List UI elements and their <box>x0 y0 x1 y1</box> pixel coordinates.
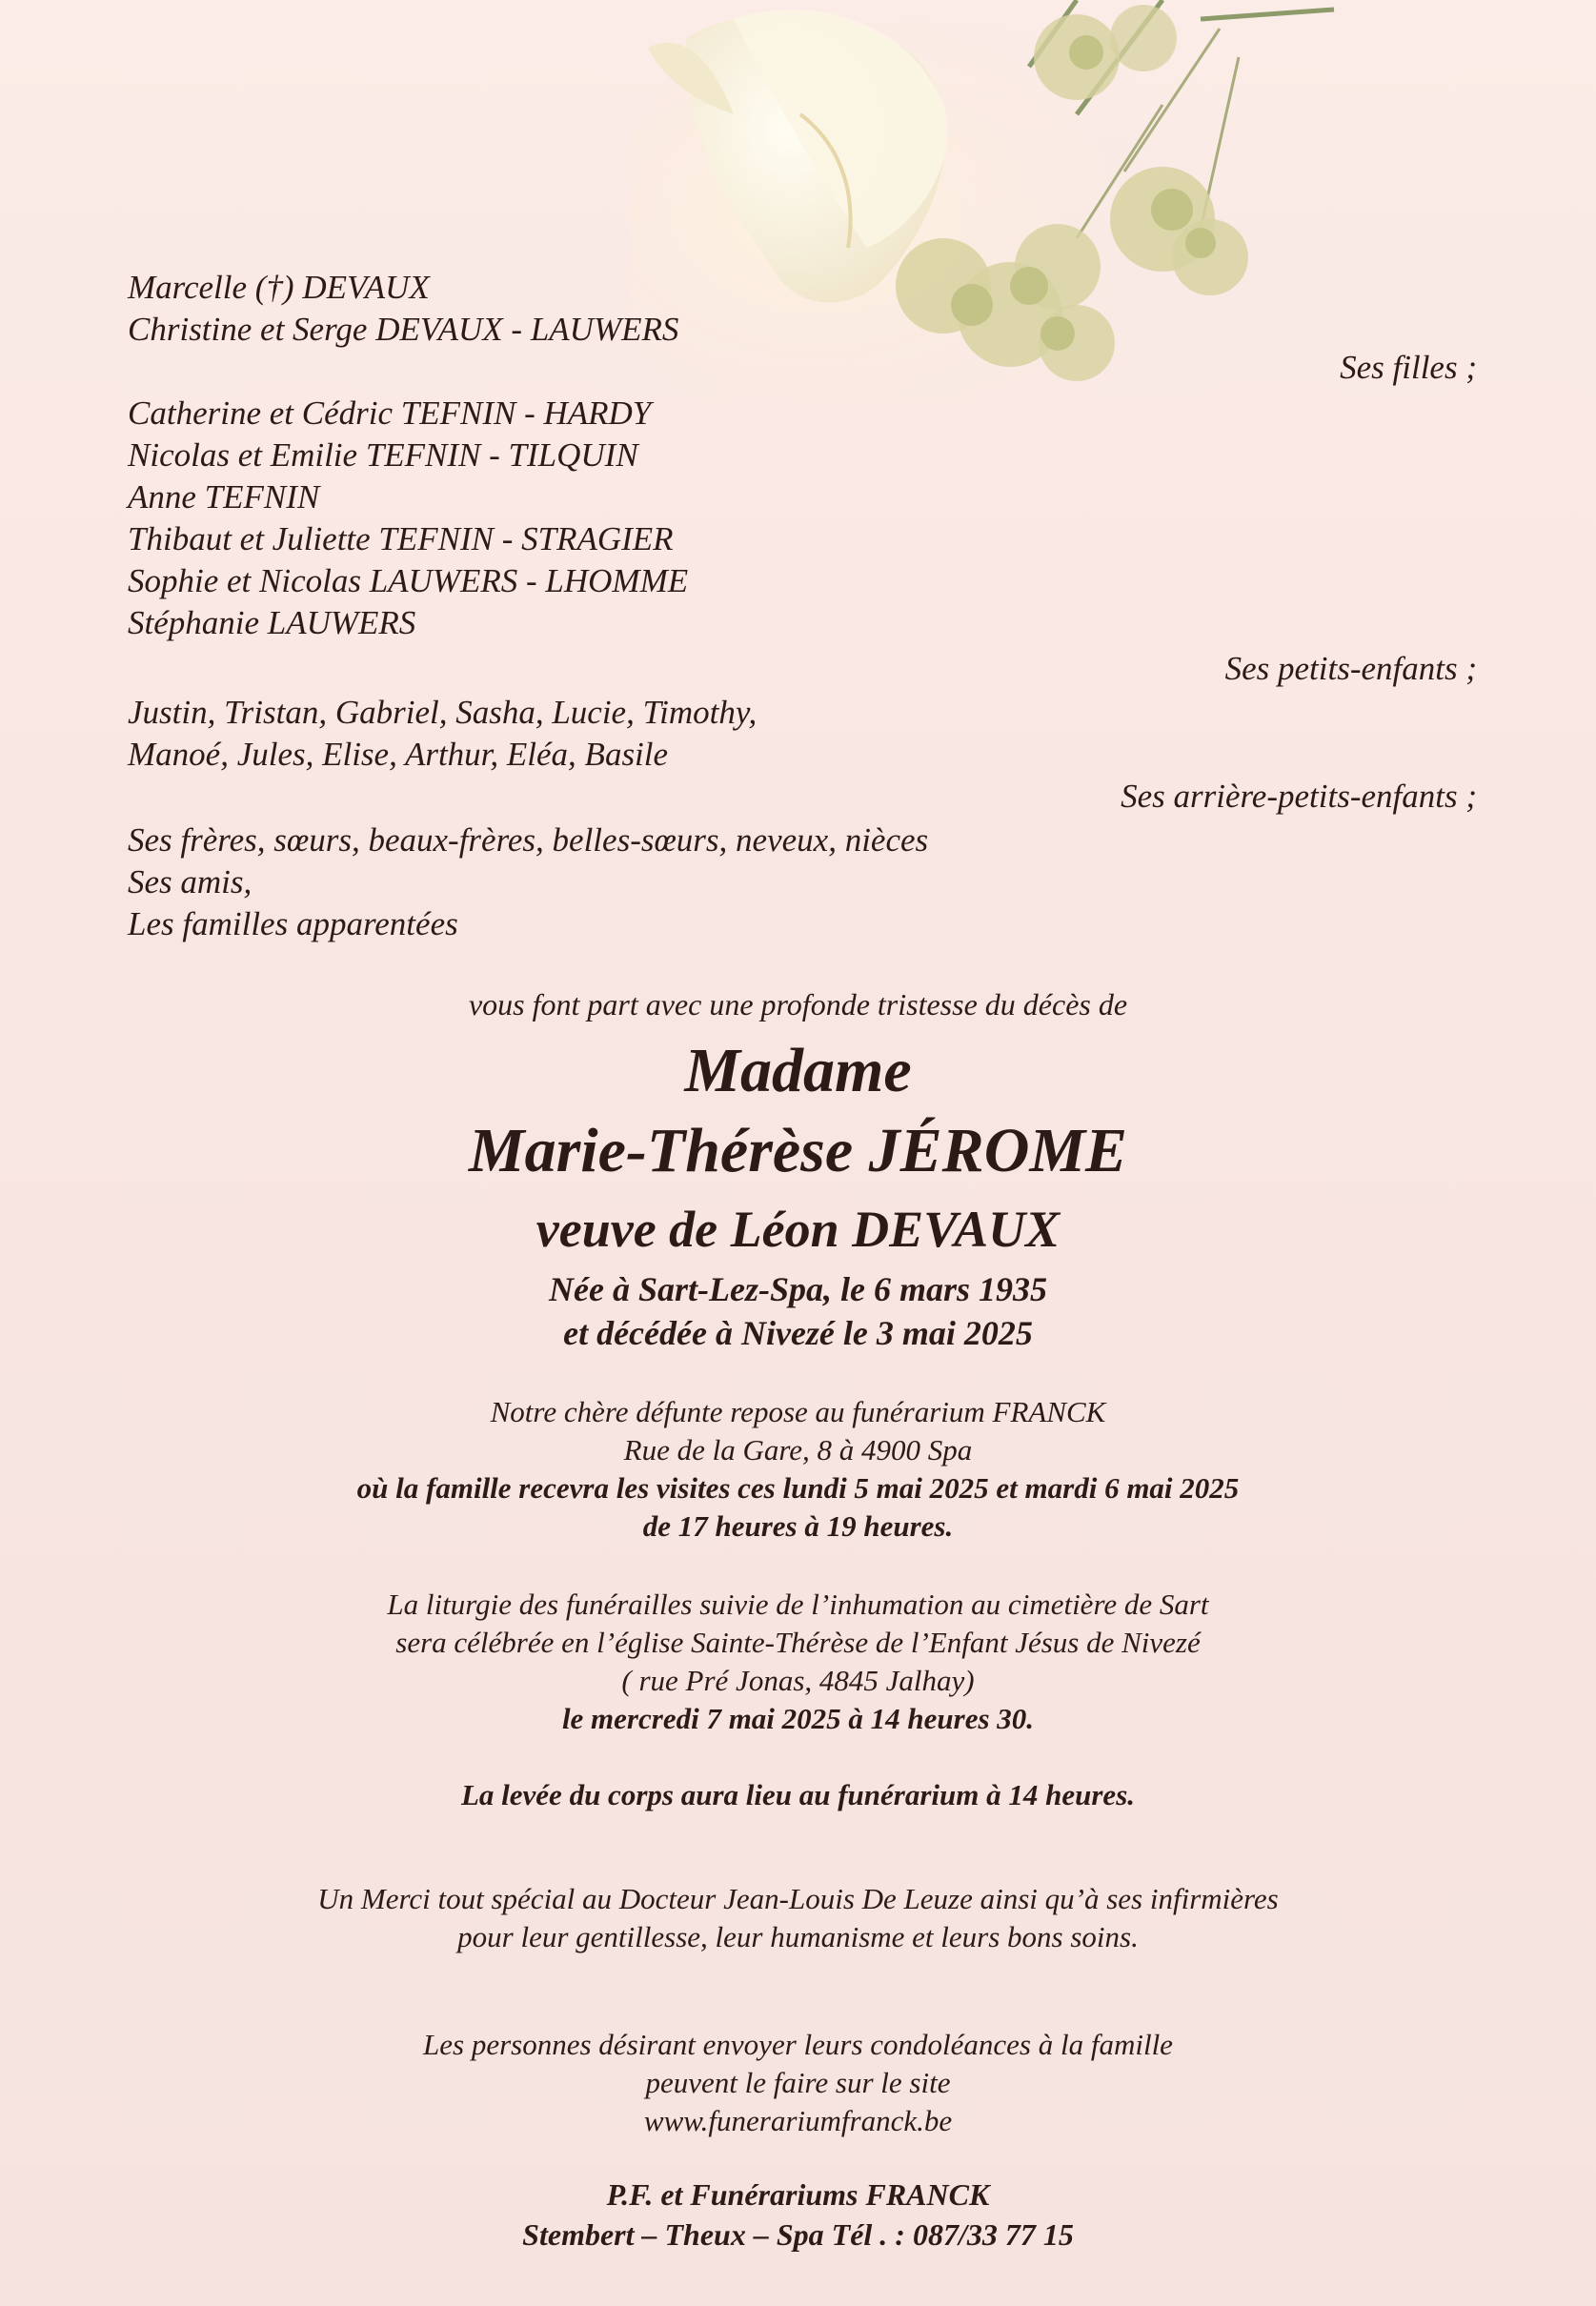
thanks-line: Un Merci tout spécial au Docteur Jean-Louis De Leuze ainsi qu’à ses infirmières <box>317 1882 1279 1915</box>
family-line: Nicolas et Emilie TEFNIN - TILQUIN <box>128 436 638 474</box>
liturgy-line: sera célébrée en l’église Sainte-Thérèse de l’Enfant Jésus de Nivezé <box>395 1626 1201 1659</box>
liturgy-line: La liturgie des funérailles suivie de l’inhumation au cimetière de Sart <box>387 1588 1209 1621</box>
family-line: Manoé, Jules, Elise, Arthur, Eléa, Basile <box>128 736 669 773</box>
family-line: Catherine et Cédric TEFNIN - HARDY <box>128 394 652 432</box>
condolences-line: Les personnes désirant envoyer leurs condoléances à la famille <box>423 2028 1173 2061</box>
great-grandchildren-role: Ses arrière-petits-enfants ; <box>1121 778 1477 815</box>
family-line: Les familles apparentées <box>128 905 458 942</box>
widow-line: veuve de Léon DEVAUX <box>535 1201 1061 1258</box>
grandchildren-role: Ses petits-enfants ; <box>1224 650 1477 687</box>
family-line: Sophie et Nicolas LAUWERS - LHOMME <box>128 562 689 599</box>
family-line: Justin, Tristan, Gabriel, Sasha, Lucie, Timothy, <box>128 694 758 731</box>
visits-line: Rue de la Gare, 8 à 4900 Spa <box>623 1433 973 1467</box>
family-line: Stéphanie LAUWERS <box>128 604 416 641</box>
daughters-list <box>128 267 678 351</box>
family-line: Thibaut et Juliette TEFNIN - STRAGIER <box>128 520 674 557</box>
grandchildren-list <box>128 393 688 644</box>
liturgy-line: le mercredi 7 mai 2025 à 14 heures 30. <box>561 1702 1035 1735</box>
family-line: Ses frères, sœurs, beaux-frères, belles-sœurs, neveux, nièces <box>128 821 929 859</box>
condolences-block <box>0 2026 1596 2140</box>
condolences-line: peuvent le faire sur le site <box>645 2066 951 2099</box>
family-line: Marcelle (†) DEVAUX <box>128 269 430 306</box>
liturgy-line: ( rue Pré Jonas, 4845 Jalhay) <box>621 1664 975 1697</box>
thanks-block <box>0 1880 1596 1956</box>
thanks-line: pour leur gentillesse, leur humanisme et leurs bons soins. <box>457 1920 1139 1953</box>
company-locations-phone: Stembert – Theux – Spa Tél . : 087/33 77 15 <box>522 2217 1074 2252</box>
death-line: et décédée à Nivezé le 3 mai 2025 <box>563 1314 1033 1352</box>
family-line: Anne TEFNIN <box>128 478 320 516</box>
family-line: Ses amis, <box>128 863 253 900</box>
funeral-company: P.F. et Funérariums FRANCK <box>606 2177 990 2212</box>
great-grandchildren-list <box>128 692 757 776</box>
levee-line: La levée du corps aura lieu au funérarium à 14 heures. <box>460 1778 1136 1811</box>
others-list <box>128 819 928 945</box>
daughters-role: Ses filles ; <box>1340 349 1477 386</box>
visits-block <box>0 1393 1596 1546</box>
deceased-name: Marie-Thérèse JÉROME <box>468 1116 1128 1185</box>
deceased-title: Madame <box>684 1036 912 1105</box>
visits-line: Notre chère défunte repose au funérarium FRANCK <box>490 1395 1106 1428</box>
family-line: Christine et Serge DEVAUX - LAUWERS <box>128 311 679 348</box>
website-url: www.funerariumfranck.be <box>643 2104 953 2137</box>
liturgy-block <box>0 1586 1596 1738</box>
visits-line: où la famille recevra les visites ces lundi 5 mai 2025 et mardi 6 mai 2025 <box>356 1471 1240 1505</box>
announcement-intro: vous font part avec une profonde tristesse du décès de <box>468 987 1128 1022</box>
birth-death-info <box>0 1267 1596 1355</box>
footer <box>0 2175 1596 2255</box>
birth-line: Née à Sart-Lez-Spa, le 6 mars 1935 <box>549 1270 1047 1308</box>
visits-line: de 17 heures à 19 heures. <box>642 1509 954 1543</box>
flower-illustration <box>629 0 1420 457</box>
